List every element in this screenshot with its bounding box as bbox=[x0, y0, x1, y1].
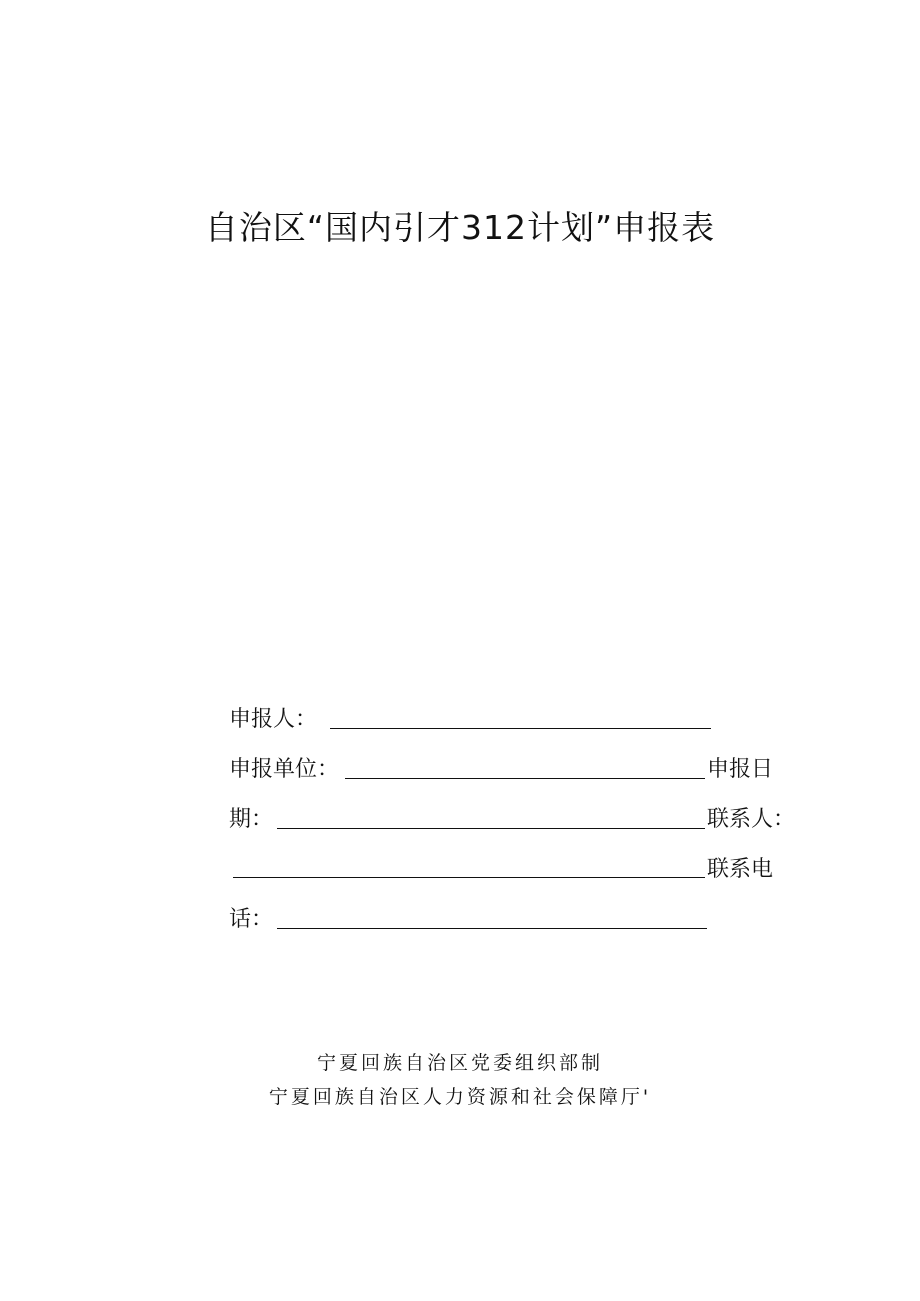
page-title: 自治区“国内引才312计划”申报表 bbox=[204, 208, 716, 247]
date-field[interactable] bbox=[277, 828, 705, 829]
unit-label: 申报单位： bbox=[229, 757, 340, 782]
issuer-organization-department: 宁夏回族自治区党委组织部制 bbox=[316, 1052, 603, 1074]
date-label-start: 申报日 bbox=[707, 757, 774, 782]
phone-field[interactable] bbox=[277, 928, 707, 929]
applicant-field[interactable] bbox=[330, 728, 711, 729]
unit-field[interactable] bbox=[345, 778, 705, 779]
applicant-label: 申报人： bbox=[229, 707, 318, 732]
contact-field[interactable] bbox=[233, 877, 705, 878]
contact-label: 联系人： bbox=[707, 807, 796, 832]
issuer-hr-department: 宁夏回族自治区人力资源和社会保障厅' bbox=[268, 1086, 652, 1108]
phone-label-end: 话： bbox=[229, 907, 274, 932]
phone-label-start: 联系电 bbox=[707, 857, 774, 882]
date-label-end: 期： bbox=[229, 807, 274, 832]
